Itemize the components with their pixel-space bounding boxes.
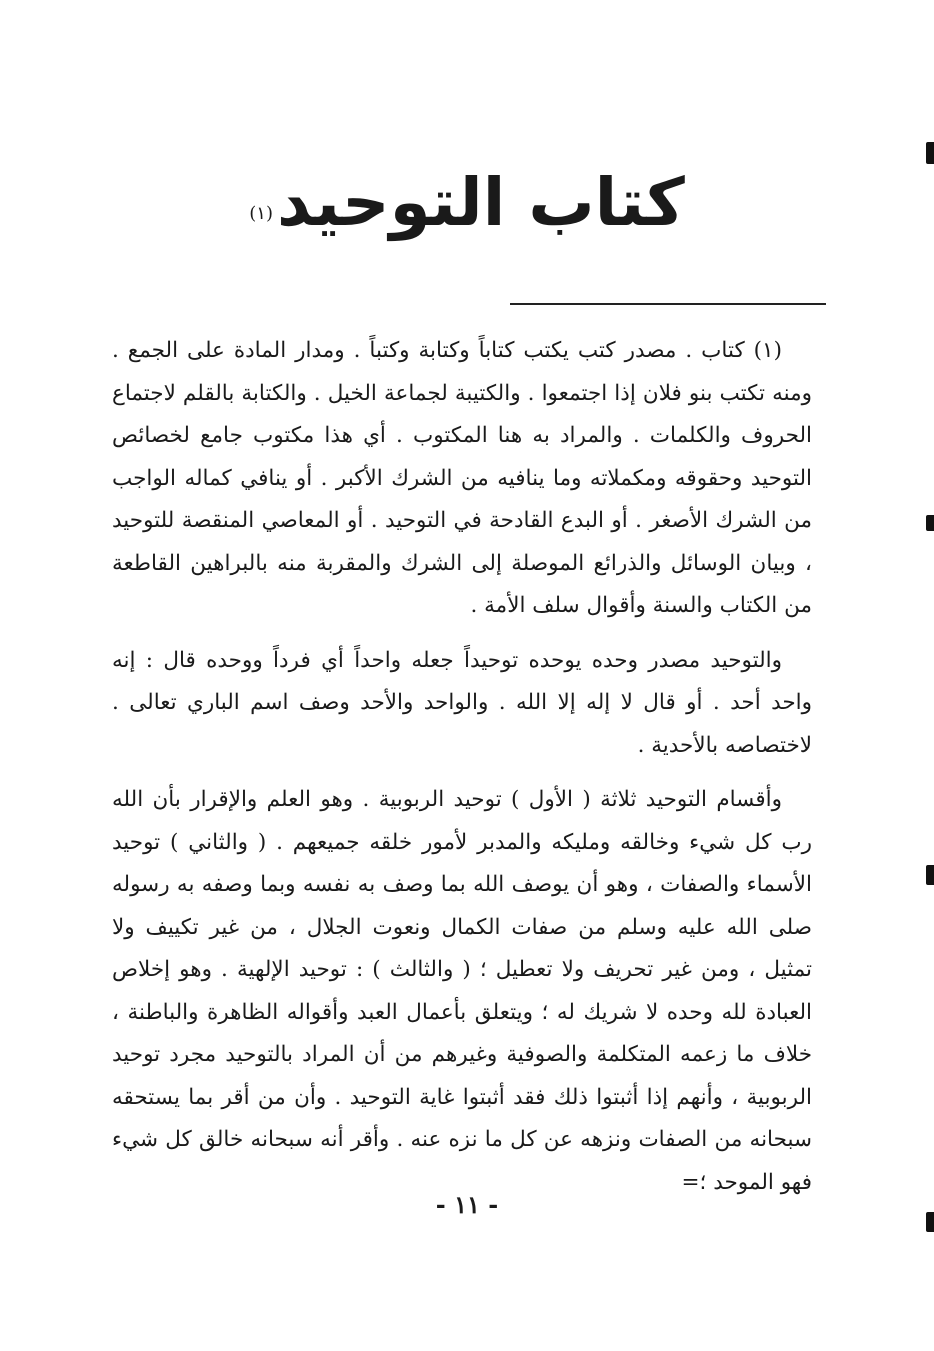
paragraph-2: والتوحيد مصدر وحده يوحده توحيداً جعله واحداً أي فرداً ووحده قال : إنه واحد أحد . أو قال لا إله إلا الله . والواحد والأحد وصف اسم الباري تعالى . لاختصاصه بالأحدية . <box>112 647 812 758</box>
title-footnote-marker: (١) <box>249 202 273 224</box>
page-number: - ١١ - <box>435 1190 499 1219</box>
scan-edge-mark-1 <box>926 142 934 164</box>
footnote-separator <box>510 303 826 305</box>
chapter-heading <box>0 160 934 246</box>
scan-edge-mark-3 <box>926 865 934 885</box>
paragraph-3: وأقسام التوحيد ثلاثة ( الأول ) توحيد الربوبية . وهو العلم والإقرار بأن الله رب كل شيء وخالقه ومليكه والمدبر لأمور خلقه جميعهم . ( والثاني ) توحيد الأسماء والصفات ، وهو أن يوصف الله بما وصف به نفسه وبما وصفه به رسوله صلى الله عليه وسلم من صفات الكمال ونعوت الجلال ، من غير تكييف ولا تمثيل ، ومن غير تحريف ولا تعطيل ؛ ( والثالث ) : توحيد الإلهية . وهو إخلاص العبادة لله وحده لا شريك له ؛ ويتعلق بأعمال العبد وأقواله الظاهرة والباطنة ، خلاف ما زعمه المتكلمة والصوفية وغيرهم من أن المراد بالتوحيد مجرد توحيد الربوبية ، وأنهم إذا أثبتوا ذلك فقد أثبتوا غاية التوحيد . وأن من أقر بما يستحقه سبحانه من الصفات ونزهه عن كل ما نزه عنه . وأقر أنه سبحانه خالق كل شيء فهو الموحد ؛= <box>112 787 812 1195</box>
paragraph-1: (١) كتاب . مصدر كتب يكتب كتاباً وكتابة وكتباً . ومدار المادة على الجمع . ومنه تكتب بنو فلان إذا اجتمعوا . والكتيبة لجماعة الخيل . والكتابة بالقلم لاجتماع الحروف والكلمات . والمراد به هنا المكتوب . أي هذا مكتوب جامع لخصائص التوحيد وحقوقه ومكملاته وما ينافيه من الشرك الأكبر . أو ينافي كماله الواجب من الشرك الأصغر . أو البدع القادحة في التوحيد . أو المعاصي المنقصة للتوحيد ، وبيان الوسائل والذرائع الموصلة إلى الشرك والمقربة منه بالبراهين القاطعة من الكتاب والسنة وأقوال سلف الأمة . <box>112 338 812 618</box>
scan-edge-mark-2 <box>926 515 934 531</box>
scan-edge-mark-4 <box>926 1212 934 1232</box>
chapter-title: كتاب التوحيد <box>276 164 685 241</box>
footnote-body <box>112 330 812 1216</box>
